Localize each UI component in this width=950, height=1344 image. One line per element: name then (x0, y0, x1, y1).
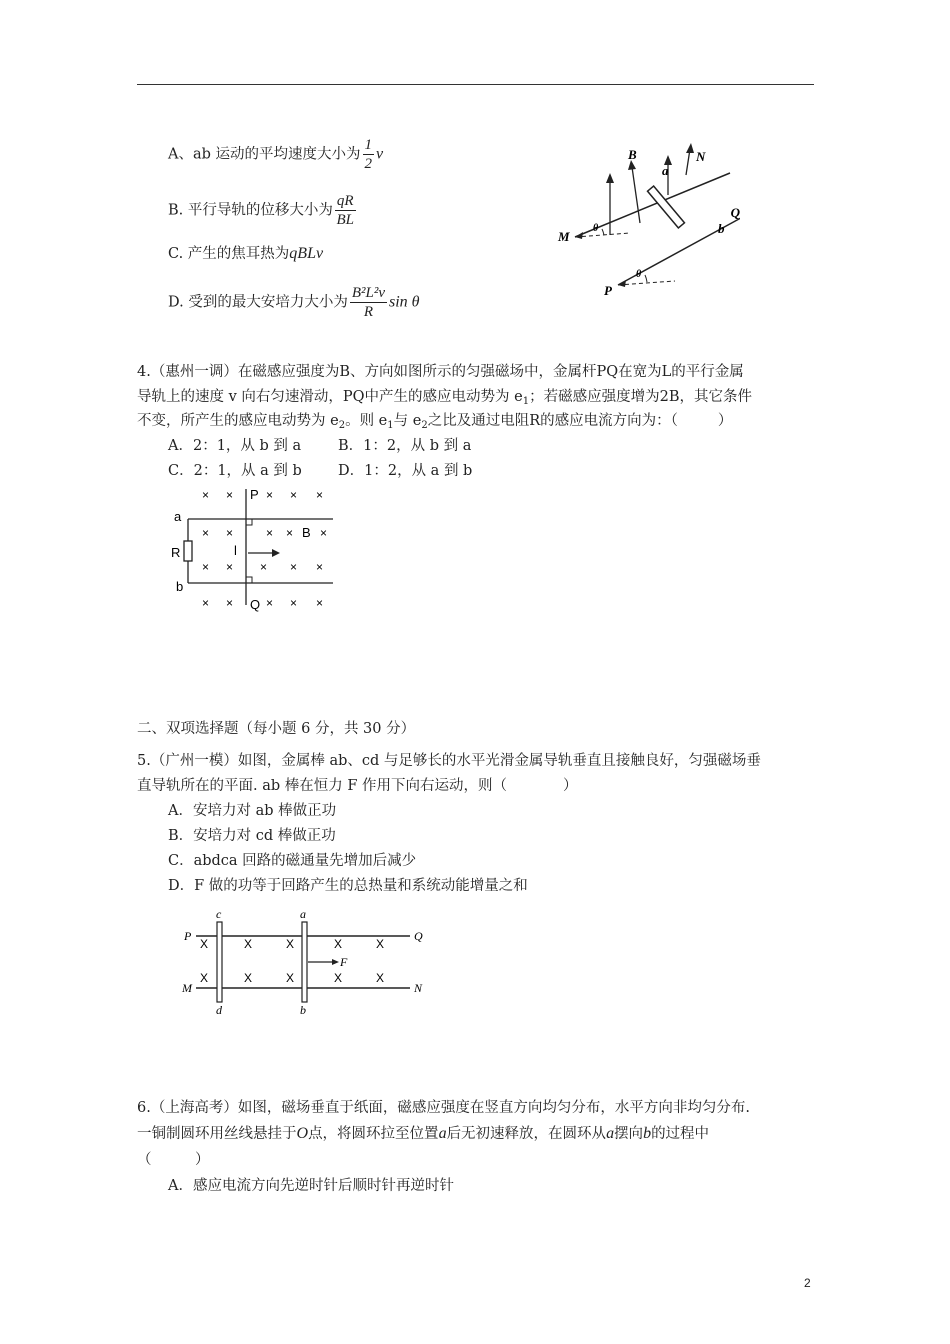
svg-text:×: × (266, 526, 274, 540)
svg-text:Q: Q (730, 205, 740, 220)
q6-answer-blank: （ ） (137, 1152, 210, 1168)
svg-text:×: × (290, 488, 298, 502)
svg-text:Q: Q (414, 929, 423, 943)
page-number: 2 (804, 1276, 811, 1290)
svg-text:d: d (216, 1003, 222, 1017)
svg-text:×: × (202, 596, 210, 610)
q5-option-c: C．abdca 回路的磁通量先增加后减少 (168, 853, 417, 869)
svg-text:×: × (226, 560, 234, 574)
svg-text:B: B (302, 525, 311, 540)
svg-text:×: × (226, 488, 234, 502)
svg-text:X: X (200, 971, 209, 985)
svg-text:N: N (696, 149, 706, 164)
q5-two-rod-diagram (178, 908, 428, 1020)
svg-text:×: × (316, 488, 324, 502)
q5-option-b: B．安培力对 cd 棒做正功 (168, 828, 336, 844)
q4-option-d: D．1：2，从 a 到 b (338, 463, 473, 479)
rod-ab (648, 186, 685, 228)
q3-rail-diagram (550, 135, 740, 305)
svg-text:a: a (662, 163, 669, 178)
svg-text:a: a (174, 509, 182, 524)
rail-mn (575, 173, 730, 237)
svg-text:b: b (300, 1003, 306, 1017)
svg-text:×: × (260, 560, 268, 574)
label-b-field: B (628, 147, 637, 162)
svg-text:×: × (316, 560, 324, 574)
q4-stem-line1: 4.（惠州一调）在磁感应强度为B、方向如图所示的匀强磁场中，金属杆PQ在宽为L的平行金属 (137, 364, 744, 380)
svg-text:X: X (286, 937, 295, 951)
svg-text:P: P (184, 929, 192, 943)
svg-text:×: × (286, 526, 294, 540)
q4-stem-line2: 导轨上的速度 v 向右匀速滑动，PQ中产生的感应电动势为 $e_1$；若磁感应强度增为2B，其它条件 (137, 389, 753, 407)
svg-text:×: × (202, 526, 210, 540)
q6-stem-line1: 6.（上海高考）如图，磁场垂直于纸面，磁感应强度在竖直方向均匀分布，水平方向非均匀分布. (137, 1100, 750, 1116)
svg-text:×: × (290, 560, 298, 574)
svg-text:X: X (334, 971, 343, 985)
svg-text:c: c (216, 908, 222, 921)
rod-cd (217, 922, 222, 1002)
svg-text:M: M (558, 229, 570, 244)
section-2-title: 二、双项选择题（每小题 6 分，共 30 分） (137, 721, 416, 737)
svg-text:l: l (234, 543, 237, 558)
svg-text:×: × (290, 596, 298, 610)
svg-text:Q: Q (250, 597, 261, 612)
svg-text:θ: θ (593, 223, 599, 234)
resistor-r (184, 541, 192, 561)
svg-text:θ: θ (636, 269, 642, 280)
svg-text:×: × (226, 526, 234, 540)
svg-text:X: X (334, 937, 343, 951)
q5-stem-line1: 5.（广州一模）如图，金属棒 ab、cd 与足够长的水平光滑金属导轨垂直且接触良好，匀强磁场垂 (137, 753, 761, 769)
q6-option-a: A．感应电流方向先逆时针后顺时针再逆时针 (168, 1178, 454, 1194)
q4-circuit-diagram (168, 483, 348, 618)
q3-option-b: B. 平行导轨的位移大小为 $\frac{qR}{BL}$ (168, 193, 354, 228)
svg-text:b: b (718, 221, 725, 236)
svg-text:×: × (266, 488, 274, 502)
svg-text:F: F (340, 955, 348, 969)
q5-option-a: A．安培力对 ab 棒做正功 (168, 803, 337, 819)
svg-text:×: × (316, 596, 324, 610)
svg-text:X: X (200, 937, 209, 951)
q5-stem-line2: 直导轨所在的平面. ab 棒在恒力 F 作用下向右运动，则（ ） (137, 778, 578, 794)
q3-option-c: C. 产生的焦耳热为qBLv (168, 245, 324, 262)
svg-text:M: M (182, 981, 192, 995)
svg-text:×: × (202, 560, 210, 574)
svg-text:P: P (250, 487, 259, 502)
svg-text:R: R (171, 545, 181, 560)
q4-option-c: C．2：1，从 a 到 b (168, 463, 302, 479)
q3-option-d: D. 受到的最大安培力大小为 $\frac{\text{B²L²v}}{R}$ sin θ (168, 285, 420, 320)
q4-option-b: B．1：2，从 b 到 a (338, 438, 472, 454)
svg-text:X: X (376, 937, 385, 951)
svg-text:×: × (226, 596, 234, 610)
svg-text:X: X (376, 971, 385, 985)
svg-text:×: × (320, 526, 328, 540)
svg-text:×: × (202, 488, 210, 502)
rod-ab (302, 922, 307, 1002)
q3-option-a: A、ab 运动的平均速度大小为 $\frac{1}{2}$ v (168, 137, 384, 172)
svg-text:N: N (414, 981, 423, 995)
header-rule (137, 84, 814, 85)
q4-option-a: A．2：1，从 b 到 a (168, 438, 302, 454)
q4-stem-line3: 不变，所产生的感应电动势为 $e_2$。则 $e_1$与 $e_2$之比及通过电阻R的感应电流方向为：（ ） (137, 413, 733, 431)
svg-text:X: X (244, 971, 253, 985)
svg-text:X: X (244, 937, 253, 951)
svg-text:P: P (604, 283, 612, 298)
svg-text:X: X (286, 971, 295, 985)
svg-text:×: × (266, 596, 274, 610)
q5-option-d: D．F 做的功等于回路产生的总热量和系统动能增量之和 (168, 878, 528, 894)
svg-text:b: b (176, 579, 184, 594)
q6-stem-line2: 一铜制圆环用丝线悬挂于O点，将圆环拉至位置a后无初速释放，在圆环从a摆向b的过程中 (137, 1125, 710, 1142)
svg-text:a: a (300, 908, 306, 921)
